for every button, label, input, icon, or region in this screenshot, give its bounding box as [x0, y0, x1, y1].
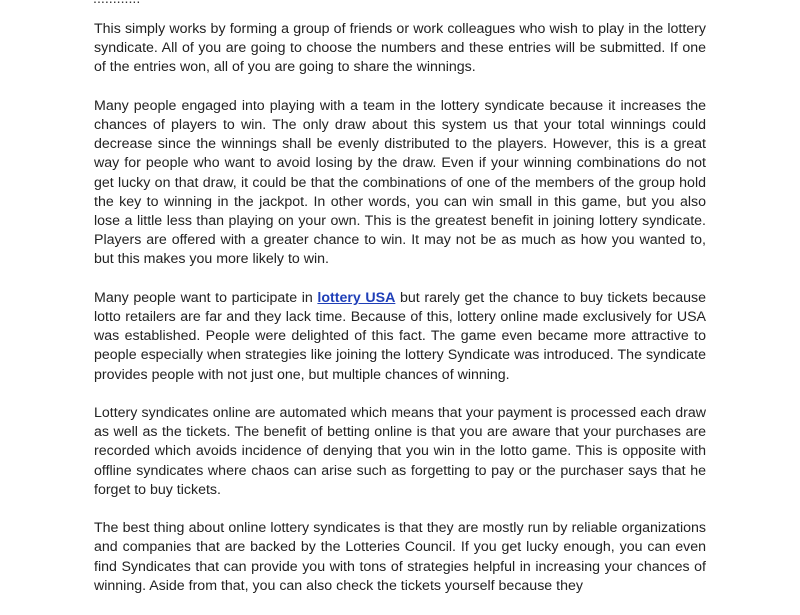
heading-fragment-text [93, 0, 173, 9]
paragraph-3 [94, 289, 706, 385]
paragraph-2: Many people engaged into playing with a team in the lottery syndicate because it increases the chances of players to win. The only draw about this system us that your total winnings could decrease since the winnings shall be evenly distributed to the players. However, this is a great way for people who want to avoid losing by the draw. Even if your winning combinations do not get lucky on that draw, it could be that the combinations of one of the members of the group hold the key to winning in the jackpot. In other words, you can win small in this game, but you also lose a little less than playing on your own. This is the greatest benefit in joining lottery syndicate. Players are offered with a greater chance to win. It may not be as much as how you wanted to, but this makes you more likely to win. [94, 97, 706, 268]
paragraph-1: This simply works by forming a group of friends or work colleagues who wish to play in the lottery syndicate. All of you are going to choose the numbers and these entries will be submitted. If one of the entries won, all of you are going to share the winnings. [94, 21, 706, 76]
paragraph-3-lead-text: Many people want to participate in [94, 289, 318, 306]
paragraph-4: Lottery syndicates online are automated which means that your payment is processed each draw as well as the tickets. The benefit of betting online is that you are aware that your purchases are recorded which avoids incidence of denying that you win in the lotto game. This is opposite with offline syndicates where chaos can arise such as forgetting to pay or the purchaser says that he forget to buy tickets. [94, 405, 706, 498]
paragraph-5: The best thing about online lottery syndicates is that they are mostly run by reliable organizations and companies that are backed by the Lotteries Council. If you get lucky enough, you can even find Syndicates that can provide you with tons of strategies helpful in increasing your chances of winning. Aside from that, you can also check the tickets yourself because they [94, 520, 706, 594]
cut-off-heading-fragment [93, 0, 173, 2]
lottery-usa-link[interactable]: lottery USA [317, 289, 396, 306]
paragraph-3-trailing-text: but rarely get the chance to buy tickets because lotto retailers are far and they lack time. Because of this, lottery online made exclusively for USA was established. People were delighted of this fact. The game even became more attractive to people especially when strategies like joining the lottery Syndicate was introduced. The syndicate provides people with not just one, but multiple chances of winning. [94, 289, 707, 383]
article-body [94, 20, 706, 615]
